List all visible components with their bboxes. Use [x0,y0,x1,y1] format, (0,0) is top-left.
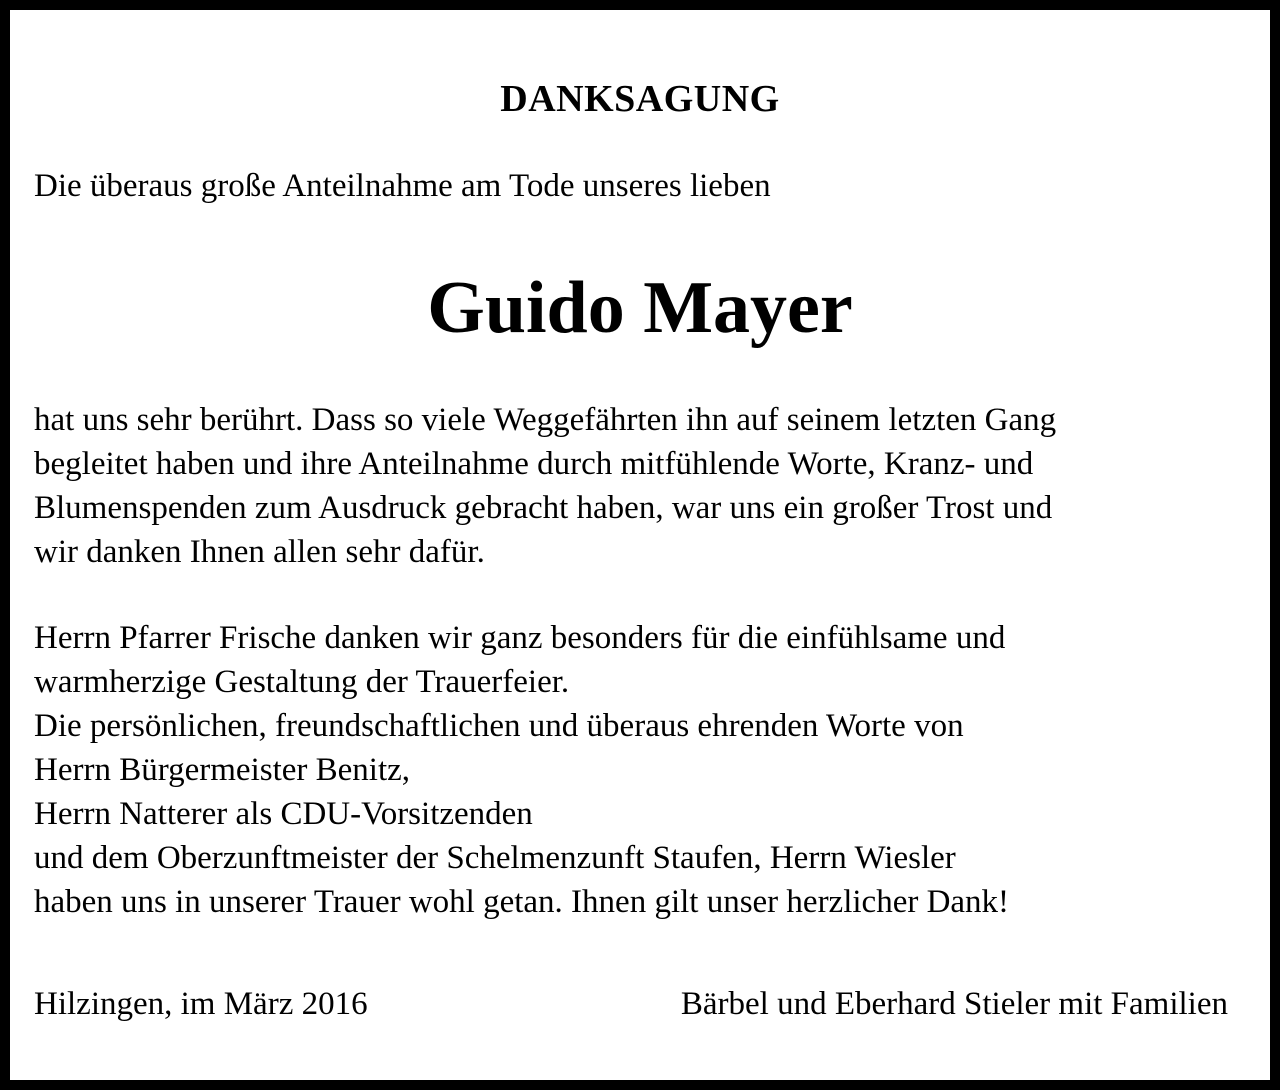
paragraph-line: Herrn Bürgermeister Benitz, [34,752,411,788]
paragraph-thanks [34,398,1056,574]
intro-text: Die überaus große Anteilnahme am Tode unseres lieben [34,168,771,204]
deceased-name: Guido Mayer [427,267,853,349]
paragraph-line: Blumenspenden zum Ausdruck gebracht haben, war uns ein großer Trost und [34,490,1053,526]
paragraph-line: wir danken Ihnen allen sehr dafür. [34,534,485,570]
paragraph-line: Herrn Natterer als CDU-Vorsitzenden [34,796,533,832]
paragraph-line: warmherzige Gestaltung der Trauerfeier. [34,664,570,700]
paragraph-line: Herrn Pfarrer Frische danken wir ganz besonders für die einfühlsame und [34,620,1006,656]
paragraph-line: und dem Oberzunftmeister der Schelmenzunft Staufen, Herrn Wiesler [34,840,956,876]
paragraph-line: haben uns in unserer Trauer wohl getan. Ihnen gilt unser herzlicher Dank! [34,884,1010,920]
signature: Bärbel und Eberhard Stieler mit Familien [680,986,1228,1022]
paragraph-line: Die persönlichen, freundschaftlichen und überaus ehrenden Worte von [34,708,964,744]
paragraph-special-thanks [34,616,1009,924]
paragraph-line: begleitet haben und ihre Anteilnahme durch mitfühlende Worte, Kranz- und [34,446,1034,482]
paragraph-line: hat uns sehr berührt. Dass so viele Weggefährten ihn auf seinem letzten Gang [34,402,1057,438]
place-date: Hilzingen, im März 2016 [34,986,368,1022]
notice-heading: DANKSAGUNG [500,78,780,120]
